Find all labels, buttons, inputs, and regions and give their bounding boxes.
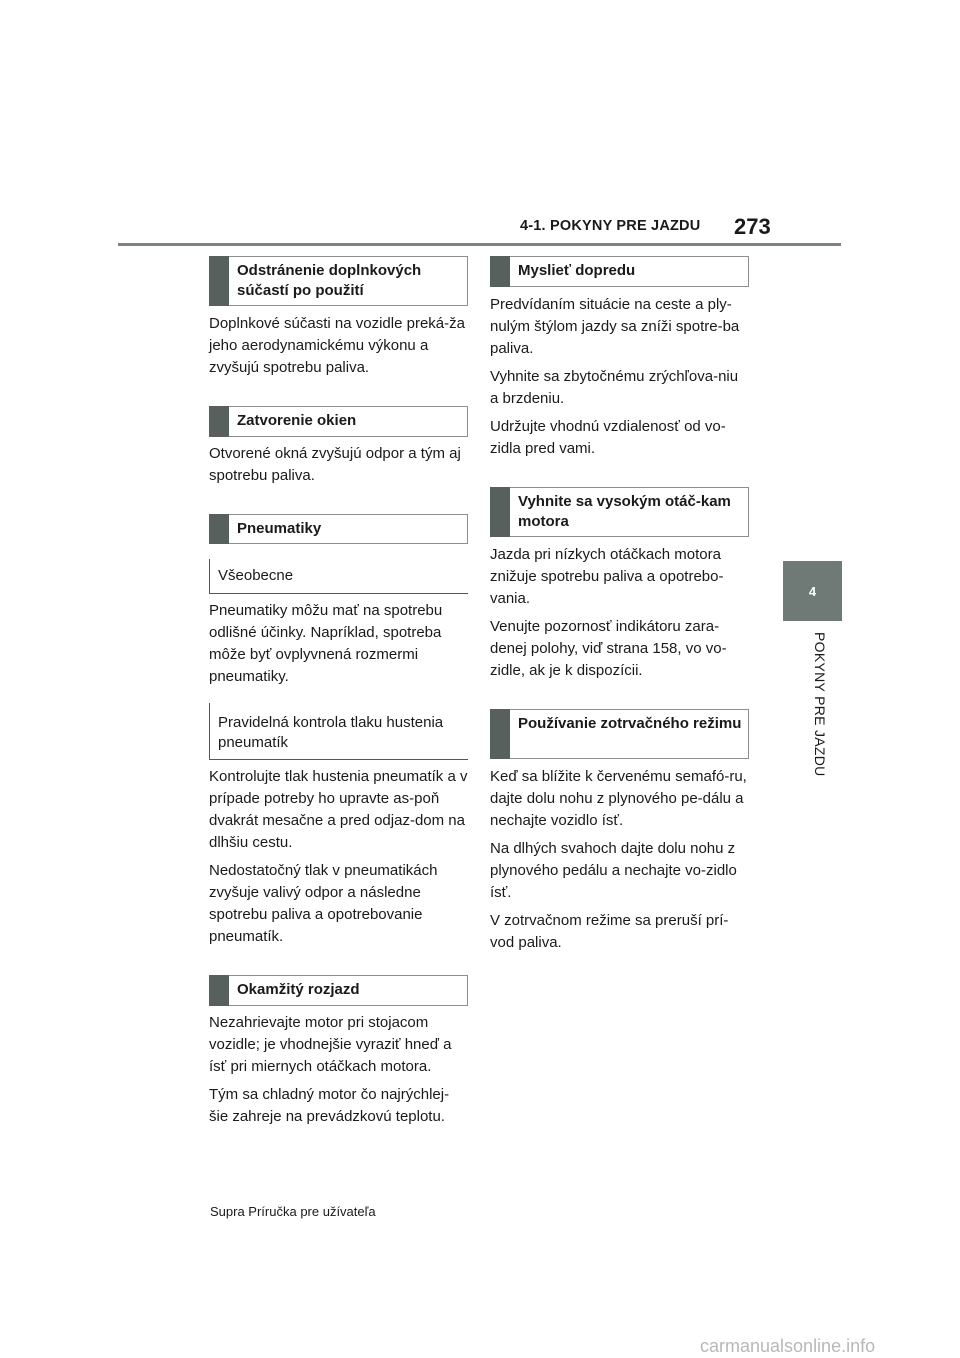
heading-text: Používanie zotrvačného režimu xyxy=(518,715,742,732)
subheading-text: Všeobecne xyxy=(218,567,294,584)
paragraph: Udržujte vhodnú vzdialenosť od vo-zidla pred vami. xyxy=(490,418,726,457)
heading-tires xyxy=(209,514,468,544)
paragraph: Jazda pri nízkych otáčkach motora znižuje spotrebu paliva a opotrebo-vania. xyxy=(490,546,724,607)
heading-close-windows xyxy=(209,406,468,437)
left-column xyxy=(209,256,468,1128)
heading-avoid-high-rpm xyxy=(490,487,749,537)
right-column xyxy=(490,256,749,954)
heading-text: Vyhnite sa vysokým otáč-kam motora xyxy=(518,493,731,530)
section-title: 4-1. POKYNY PRE JAZDU xyxy=(520,218,701,234)
heading-coasting-mode xyxy=(490,709,749,759)
watermark: carmanualsonline.info xyxy=(700,1336,876,1356)
heading-text: Pneumatiky xyxy=(237,520,322,537)
chapter-tab: 4 xyxy=(783,561,842,621)
heading-text: Okamžitý rozjazd xyxy=(237,981,360,998)
paragraph: Kontrolujte tlak hustenia pneumatík a v prípade potreby ho upravte as-poň dvakrát mesačne a pred odjaz-dom na dlhšiu cestu. xyxy=(209,768,468,851)
paragraph: Predvídaním situácie na ceste a ply-nulým štýlom jazdy sa zníži spotre-ba paliva. xyxy=(490,296,740,357)
paragraph: Nedostatočný tlak v pneumatikách zvyšuje valivý odpor a následne spotrebu paliva a opotrebovanie pneumatík. xyxy=(209,862,438,945)
heading-remove-accessories xyxy=(209,256,468,306)
paragraph: Pneumatiky môžu mať na spotrebu odlišné účinky. Napríklad, spotreba môže byť ovplyvnená rozmermi pneumatiky. xyxy=(209,602,443,685)
page-number: 273 xyxy=(734,214,771,239)
paragraph: Otvorené okná zvyšujú odpor a tým aj spotrebu paliva. xyxy=(209,445,461,484)
paragraph: Vyhnite sa zbytočnému zrýchľova-niu a brzdeniu. xyxy=(490,368,739,407)
paragraph: Tým sa chladný motor čo najrýchlej-šie zahreje na prevádzkovú teplotu. xyxy=(209,1086,450,1125)
paragraph: Venujte pozornosť indikátoru zara-denej polohy, viď strana 158, vo vo-zidle, ak je k dispozícii. xyxy=(490,618,727,679)
heading-text: Zatvorenie okien xyxy=(237,412,357,429)
heading-text: Myslieť dopredu xyxy=(518,262,636,279)
subheading-tire-pressure xyxy=(209,703,468,760)
heading-text: Odstránenie doplnkových súčastí po použití xyxy=(237,262,422,299)
paragraph: V zotrvačnom režime sa preruší prí-vod paliva. xyxy=(490,912,729,951)
chapter-label: POKYNY PRE JAZDU xyxy=(812,632,828,777)
heading-think-ahead xyxy=(490,256,749,287)
paragraph: Na dlhých svahoch dajte dolu nohu z plynového pedálu a nechajte vo-zidlo ísť. xyxy=(490,840,737,901)
paragraph: Nezahrievajte motor pri stojacom vozidle; je vhodnejšie vyraziť hneď a ísť pri miernych otáčkach motora. xyxy=(209,1014,452,1075)
header-divider xyxy=(118,243,841,246)
subheading-text: Pravidelná kontrola tlaku hustenia pneumatík xyxy=(218,714,444,751)
paragraph: Keď sa blížite k červenému semafó-ru, dajte dolu nohu z plynového pe-dálu a nechajte vozidlo ísť. xyxy=(490,768,747,829)
subheading-general xyxy=(209,559,468,594)
footer-text: Supra Príručka pre užívateľa xyxy=(210,1204,376,1219)
heading-immediate-start xyxy=(209,975,468,1006)
paragraph: Doplnkové súčasti na vozidle preká-ža jeho aerodynamickému výkonu a zvyšujú spotrebu paliva. xyxy=(209,315,465,376)
